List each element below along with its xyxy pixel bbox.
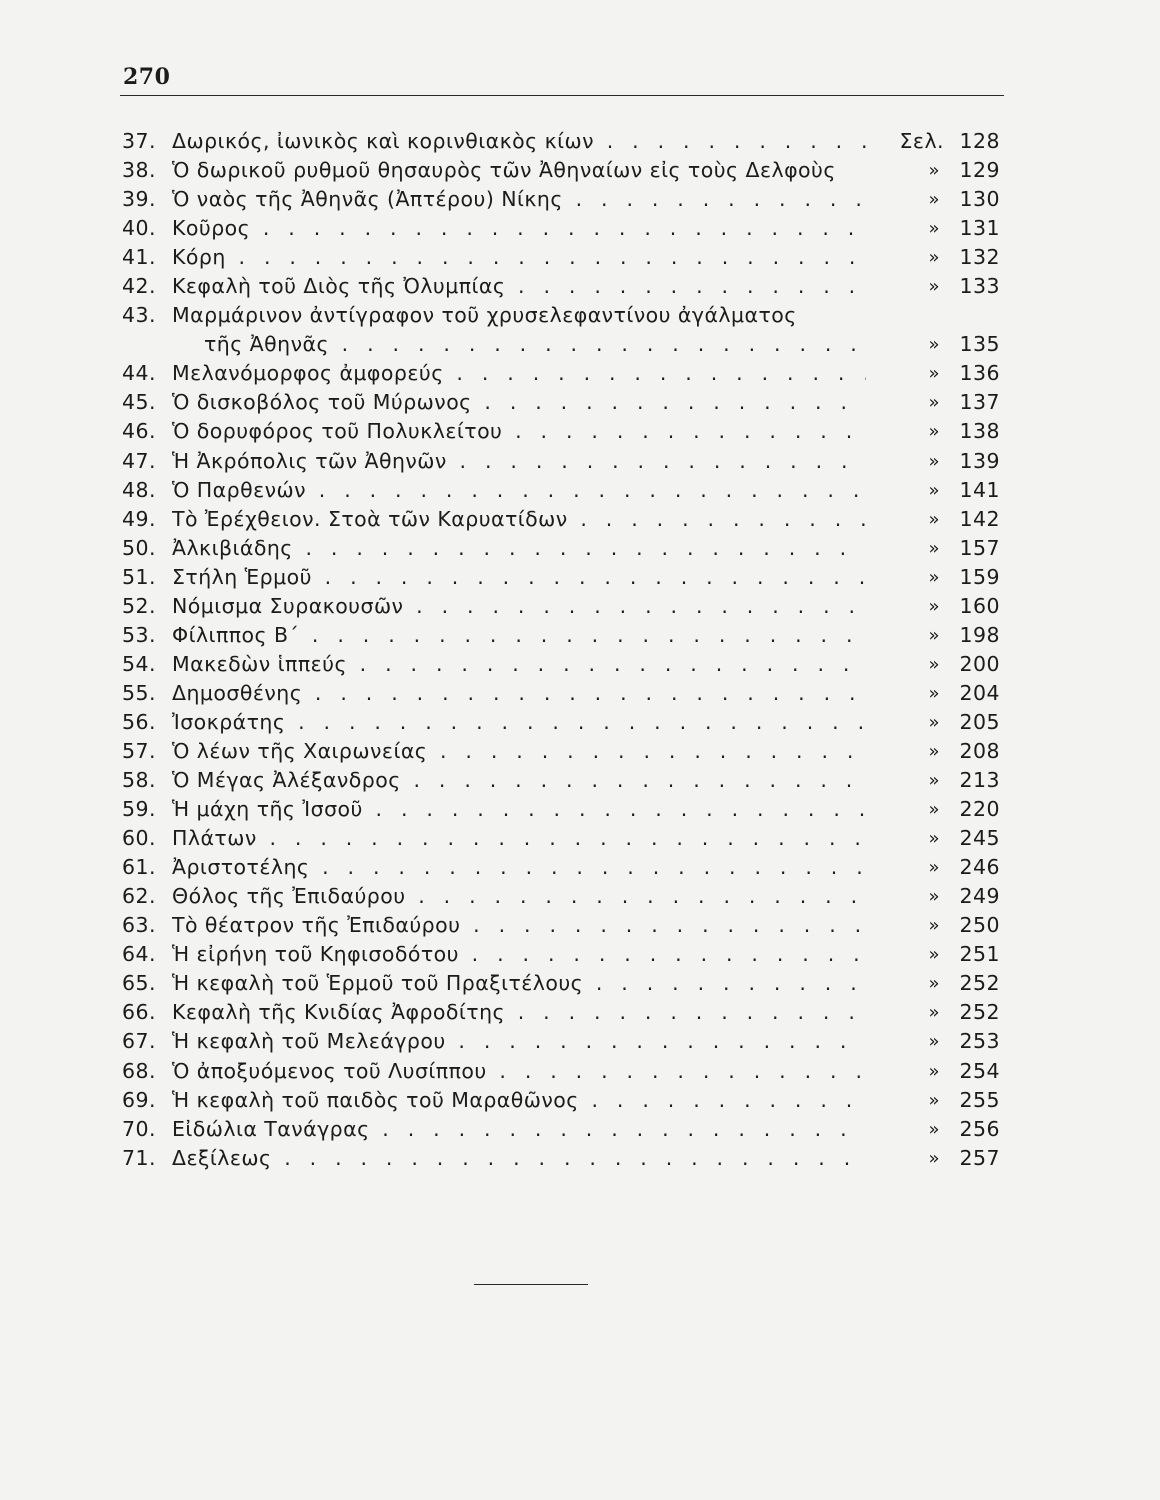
entry-title: Ἡ Ἀκρόπολις τῶν Ἀθηνῶν . . . — [172, 447, 866, 476]
entry-number: 61. — [122, 855, 156, 880]
toc-entry — [122, 795, 1002, 824]
toc-entry — [122, 1144, 1002, 1173]
entry-page: 213 — [959, 768, 1000, 793]
entry-page: 204 — [959, 680, 1000, 705]
entry-title: τῆς Ἀθηνᾶς . . . — [204, 330, 866, 359]
toc-entry — [122, 650, 1002, 679]
entry-number: 60. — [122, 826, 156, 851]
entry-number: 41. — [122, 245, 156, 270]
end-rule — [474, 1284, 588, 1285]
entry-number: 63. — [122, 913, 156, 938]
entry-number: 50. — [122, 535, 156, 560]
entry-title: Νόμισμα Συρακουσῶν . . . — [172, 592, 866, 621]
toc-entry — [122, 940, 1002, 969]
ditto-mark: » — [928, 915, 940, 937]
entry-number: 62. — [122, 884, 156, 909]
entry-title: Ἡ κεφαλὴ τοῦ παιδὸς τοῦ Μαραθῶνος . . . — [172, 1086, 866, 1115]
entry-page: 136 — [959, 361, 1000, 386]
entry-title: Ἀριστοτέλης . . . — [172, 853, 866, 882]
toc-entry — [122, 766, 1002, 795]
ditto-mark: » — [928, 421, 940, 443]
toc-entry — [122, 243, 1002, 272]
entry-number: 42. — [122, 274, 156, 299]
entry-title: Ἀλκιβιάδης . . . — [172, 534, 866, 563]
ditto-mark: » — [928, 1002, 940, 1024]
ditto-mark: » — [928, 189, 940, 211]
entry-page: 252 — [959, 971, 1000, 996]
entry-number: 58. — [122, 768, 156, 793]
entry-page: 130 — [959, 187, 1000, 212]
entry-number: 65. — [122, 971, 156, 996]
entry-page: 246 — [959, 855, 1000, 880]
entry-title: Ὁ δωρικοῦ ρυθμοῦ θησαυρὸς τῶν Ἀθηναίων εἰς τοὺς Δελφοὺς — [172, 158, 836, 183]
ditto-mark: » — [928, 247, 940, 269]
ditto-mark: » — [928, 566, 940, 588]
ditto-mark: » — [928, 450, 940, 472]
entry-title: Ἡ μάχη τῆς Ἰσσοῦ . . . — [172, 795, 866, 824]
entry-title: Μελανόμορφος ἀμφορεύς . . . — [172, 359, 866, 388]
entry-number: 68. — [122, 1058, 156, 1083]
entry-number: 56. — [122, 709, 156, 734]
entry-title: Ὁ ἀποξυόμενος τοῦ Λυσίππου . . . — [172, 1057, 866, 1086]
entry-page: 138 — [959, 419, 1000, 444]
ditto-mark: » — [928, 392, 940, 414]
entry-number: 69. — [122, 1087, 156, 1112]
ditto-mark: » — [928, 973, 940, 995]
entry-number: 39. — [122, 187, 156, 212]
entry-page: 200 — [959, 651, 1000, 676]
toc-entry — [122, 301, 1002, 330]
entry-page: 208 — [959, 738, 1000, 763]
entry-title: Ὁ δισκοβόλος τοῦ Μύρωνος . . . — [172, 388, 866, 417]
entry-title: Τὸ θέατρον τῆς Ἐπιδαύρου . . . — [172, 911, 866, 940]
entry-number: 38. — [122, 158, 156, 183]
entry-page: 198 — [959, 622, 1000, 647]
entry-page: 205 — [959, 709, 1000, 734]
ditto-mark: » — [928, 160, 940, 182]
entry-page: 139 — [959, 448, 1000, 473]
entry-page: 141 — [959, 477, 1000, 502]
entry-number: 40. — [122, 216, 156, 241]
entry-page: 250 — [959, 913, 1000, 938]
entry-title: Εἰδώλια Τανάγρας . . . — [172, 1115, 866, 1144]
entry-title: Ἰσοκράτης . . . — [172, 708, 866, 737]
entry-number: 67. — [122, 1029, 156, 1054]
toc-entry — [122, 1086, 1002, 1115]
entry-title: Ὁ Παρθενών . . . — [172, 476, 866, 505]
toc-entry — [122, 1027, 1002, 1056]
ditto-mark: » — [928, 944, 940, 966]
entry-page: 220 — [959, 797, 1000, 822]
ditto-mark: » — [928, 1118, 940, 1140]
ditto-mark: » — [928, 1089, 940, 1111]
toc-entry — [122, 388, 1002, 417]
toc-entry — [122, 592, 1002, 621]
entry-page: 129 — [959, 158, 1000, 183]
toc-entry — [122, 911, 1002, 940]
entry-title: Ἡ εἰρήνη τοῦ Κηφισοδότου . . . — [172, 940, 866, 969]
entry-number: 54. — [122, 651, 156, 676]
ditto-mark: » — [928, 624, 940, 646]
entry-page: 245 — [959, 826, 1000, 851]
ditto-mark: » — [928, 653, 940, 675]
entry-title: Τὸ Ἐρέχθειον. Στοὰ τῶν Καρυατίδων . . . — [172, 505, 866, 534]
toc-entry — [122, 1115, 1002, 1144]
entry-title: Δημοσθένης . . . — [172, 679, 866, 708]
ditto-mark: » — [928, 682, 940, 704]
toc-entry — [122, 359, 1002, 388]
entry-page: 249 — [959, 884, 1000, 909]
ditto-mark: » — [928, 276, 940, 298]
entry-title: Ὁ δορυφόρος τοῦ Πολυκλείτου . . . — [172, 417, 866, 446]
table-of-contents — [122, 127, 1002, 1173]
entry-title: Στήλη Ἑρμοῦ . . . — [172, 563, 866, 592]
entry-number: 59. — [122, 797, 156, 822]
entry-title: Δωρικός, ἰωνικὸς καὶ κορινθιακὸς κίων . . . — [172, 127, 866, 156]
entry-number: 37. — [122, 129, 156, 153]
toc-entry — [122, 185, 1002, 214]
entry-title: Θόλος τῆς Ἐπιδαύρου . . . — [172, 882, 866, 911]
ditto-mark: » — [928, 537, 940, 559]
entry-page: 252 — [959, 1000, 1000, 1025]
ditto-mark: » — [928, 711, 940, 733]
entry-page: 137 — [959, 390, 1000, 415]
toc-entry — [122, 824, 1002, 853]
entry-number: 57. — [122, 738, 156, 763]
ditto-mark: » — [928, 857, 940, 879]
entry-page: 255 — [959, 1087, 1000, 1112]
toc-entry — [122, 679, 1002, 708]
toc-entry — [122, 882, 1002, 911]
entry-page: 157 — [959, 535, 1000, 560]
entry-number: 52. — [122, 593, 156, 618]
toc-entry — [122, 272, 1002, 301]
toc-entry — [122, 1057, 1002, 1086]
entry-page: 142 — [959, 506, 1000, 531]
ditto-mark: » — [928, 740, 940, 762]
entry-title: Κοῦρος . . . — [172, 214, 866, 243]
entry-title: Ὁ ναὸς τῆς Ἀθηνᾶς (Ἀπτέρου) Νίκης . . . — [172, 185, 866, 214]
entry-title: Πλάτων . . . — [172, 824, 866, 853]
entry-title: Κόρη . . . — [172, 243, 866, 272]
entry-page: 132 — [959, 245, 1000, 270]
entry-number: 51. — [122, 564, 156, 589]
entry-page: 256 — [959, 1116, 1000, 1141]
entry-page: 133 — [959, 274, 1000, 299]
toc-entry — [122, 737, 1002, 766]
entry-page: 254 — [959, 1058, 1000, 1083]
entry-page: 160 — [959, 593, 1000, 618]
entry-title: Κεφαλὴ τῆς Κνιδίας Ἀφροδίτης . . . — [172, 998, 866, 1027]
entry-page: 253 — [959, 1029, 1000, 1054]
ditto-mark: » — [928, 1060, 940, 1082]
entry-number: 66. — [122, 1000, 156, 1025]
toc-entry — [122, 447, 1002, 476]
entry-title: Μακεδὼν ἱππεύς . . . — [172, 650, 866, 679]
entry-page: 128 — [959, 129, 1000, 153]
ditto-mark: » — [928, 595, 940, 617]
entry-page: 131 — [959, 216, 1000, 241]
ditto-mark: » — [928, 828, 940, 850]
entry-page: 159 — [959, 564, 1000, 589]
entry-page: 251 — [959, 942, 1000, 967]
entry-title: Ἡ κεφαλὴ τοῦ Μελεάγρου . . . — [172, 1027, 866, 1056]
entry-number: 45. — [122, 390, 156, 415]
toc-entry — [122, 969, 1002, 998]
ditto-mark: » — [928, 218, 940, 240]
entry-title: Ἡ κεφαλὴ τοῦ Ἑρμοῦ τοῦ Πραξιτέλους . . . — [172, 969, 866, 998]
toc-entry — [122, 998, 1002, 1027]
entry-number: 55. — [122, 680, 156, 705]
header-rule — [120, 95, 1004, 96]
entry-page: 135 — [959, 332, 1000, 357]
entry-number: 64. — [122, 942, 156, 967]
entry-title: Μαρμάρινον ἀντίγραφον τοῦ χρυσελεφαντίνου ἀγάλματος — [172, 303, 797, 328]
toc-entry — [122, 214, 1002, 243]
ditto-mark: » — [928, 334, 940, 356]
entry-title: Ὁ Μέγας Ἀλέξανδρος . . . — [172, 766, 866, 795]
toc-entry — [122, 417, 1002, 446]
ditto-mark: » — [928, 479, 940, 501]
ditto-mark: » — [928, 1031, 940, 1053]
ditto-mark: » — [928, 1147, 940, 1169]
toc-entry — [122, 621, 1002, 650]
ditto-mark: » — [928, 886, 940, 908]
ditto-mark: » — [928, 363, 940, 385]
toc-entry — [122, 853, 1002, 882]
toc-entry — [122, 505, 1002, 534]
toc-entry — [122, 563, 1002, 592]
ditto-mark: » — [928, 799, 940, 821]
page-abbrev: Σελ. — [899, 129, 944, 153]
toc-entry — [122, 127, 1002, 156]
entry-page: 257 — [959, 1145, 1000, 1170]
entry-number: 48. — [122, 477, 156, 502]
toc-entry — [122, 708, 1002, 737]
entry-number: 43. — [122, 303, 156, 328]
ditto-mark: » — [928, 508, 940, 530]
toc-entry — [122, 534, 1002, 563]
entry-number: 53. — [122, 622, 156, 647]
entry-number: 71. — [122, 1145, 156, 1170]
toc-entry — [122, 156, 1002, 185]
entry-title: Φίλιππος Β΄ . . . — [172, 621, 866, 650]
toc-entry — [122, 330, 1002, 359]
entry-number: 46. — [122, 419, 156, 444]
entry-number: 47. — [122, 448, 156, 473]
entry-title: Κεφαλὴ τοῦ Διὸς τῆς Ὀλυμπίας . . . — [172, 272, 866, 301]
entry-number: 44. — [122, 361, 156, 386]
entry-title: Ὁ λέων τῆς Χαιρωνείας . . . — [172, 737, 866, 766]
entry-number: 70. — [122, 1116, 156, 1141]
entry-title: Δεξίλεως . . . — [172, 1144, 866, 1173]
entry-number: 49. — [122, 506, 156, 531]
ditto-mark: » — [928, 770, 940, 792]
page-number: 270 — [123, 64, 171, 90]
toc-entry — [122, 476, 1002, 505]
